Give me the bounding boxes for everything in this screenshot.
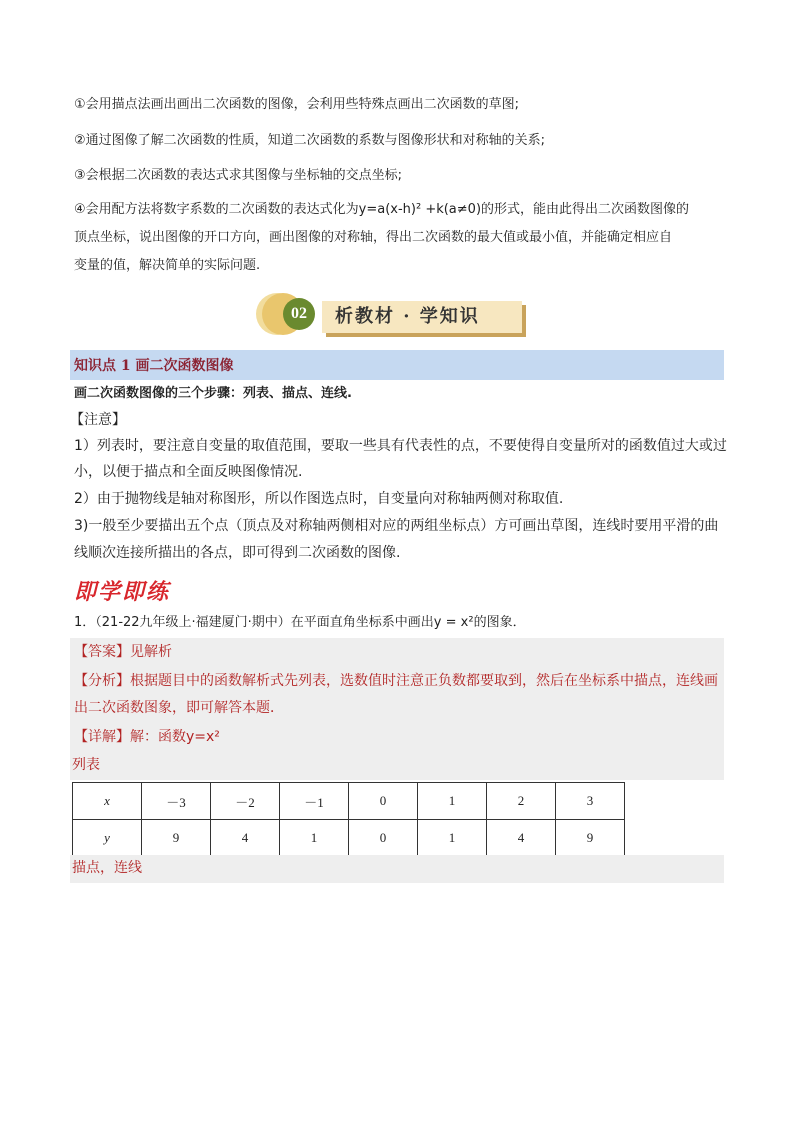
objective-4-line2: 顶点坐标，说出图像的开口方向，画出图像的对称轴，得出二次函数的最大值或最小值，并能确定相应自 (74, 230, 673, 245)
note-1-line1: 1）列表时，要注意自变量的取值范围，要取一些具有代表性的点，不要使得自变量所对的函数值过大或过 (74, 438, 727, 454)
detail-label: 【详解】 (74, 729, 130, 745)
table-caption: 列表 (72, 757, 100, 773)
practice-title: 即学即练 (74, 579, 171, 605)
plot-text: 描点，连线 (72, 860, 142, 876)
table-cell: 1 (418, 783, 487, 820)
table-cell: 2 (487, 783, 556, 820)
table-cell: －3 (142, 783, 211, 820)
answer-label: 【答案】 (74, 644, 130, 660)
answer-line (74, 640, 172, 664)
note-2: 2）由于抛物线是轴对称图形，所以作图选点时，自变量向对称轴两侧对称取值. (74, 491, 564, 507)
table-cell: 9 (142, 820, 211, 857)
table-cell: 3 (556, 783, 625, 820)
section-title: 析教材 · 学知识 (335, 306, 480, 327)
table-cell: 1 (418, 820, 487, 857)
objective-2: ②通过图像了解二次函数的性质，知道二次函数的系数与图像形状和对称轴的关系; (74, 133, 546, 148)
plot-block (70, 855, 724, 883)
table-cell: 9 (556, 820, 625, 857)
table-cell: 0 (349, 783, 418, 820)
table-cell: 4 (487, 820, 556, 857)
analysis-text-1: 根据题目中的函数解析式先列表，选数值时注意正负数都要取到，然后在坐标系中描点，连线画 (130, 673, 718, 689)
analysis-text-2: 出二次函数图象，即可解答本题． (74, 700, 284, 716)
table-cell: 0 (349, 820, 418, 857)
table-cell: 1 (280, 820, 349, 857)
objective-1: ①会用描点法画出画出二次函数的图像，会利用些特殊点画出二次函数的草图; (74, 97, 520, 112)
table-row-y (73, 820, 625, 857)
analysis-label: 【分析】 (74, 673, 130, 689)
note-1-line2: 小，以便于描点和全面反映图像情况. (74, 464, 303, 480)
note-3-line1: 3)一般至少要描出五个点（顶点及对称轴两侧相对应的两组坐标点）方可画出草图，连线时要用平滑的曲 (74, 518, 719, 534)
table-cell: －2 (211, 783, 280, 820)
answer-text: 见解析 (130, 644, 172, 660)
detail-text: 解：函数y=x² (130, 729, 220, 745)
analysis-line1 (74, 669, 718, 693)
table-header-x: x (73, 783, 142, 820)
knowledge-point-bar (70, 350, 724, 380)
notice-label: 【注意】 (70, 412, 126, 428)
table-header-y: y (73, 820, 142, 857)
table-row-x (73, 783, 625, 820)
objective-4-line3: 变量的值，解决简单的实际问题. (74, 258, 261, 273)
question-text: 1．（21-22九年级上·福建厦门·期中）在平面直角坐标系中画出y = x²的图象． (74, 615, 526, 630)
section-header (227, 288, 527, 340)
note-3-line2: 线顺次连接所描出的各点，即可得到二次函数的图像. (74, 545, 401, 561)
value-table (72, 782, 625, 857)
table-cell: －1 (280, 783, 349, 820)
objective-3: ③会根据二次函数的表达式求其图像与坐标轴的交点坐标; (74, 168, 403, 183)
table-cell: 4 (211, 820, 280, 857)
knowledge-point-title: 知识点 1 画二次函数图像 (74, 358, 234, 374)
objective-4-line1: ④会用配方法将数字系数的二次函数的表达式化为y=a(x-h)² +k(a≠0)的形式，能由此得出二次函数图像的 (74, 202, 690, 217)
detail-line (74, 725, 220, 749)
section-number: 02 (283, 298, 315, 330)
steps-text: 画二次函数图像的三个步骤：列表、描点、连线. (74, 386, 352, 401)
